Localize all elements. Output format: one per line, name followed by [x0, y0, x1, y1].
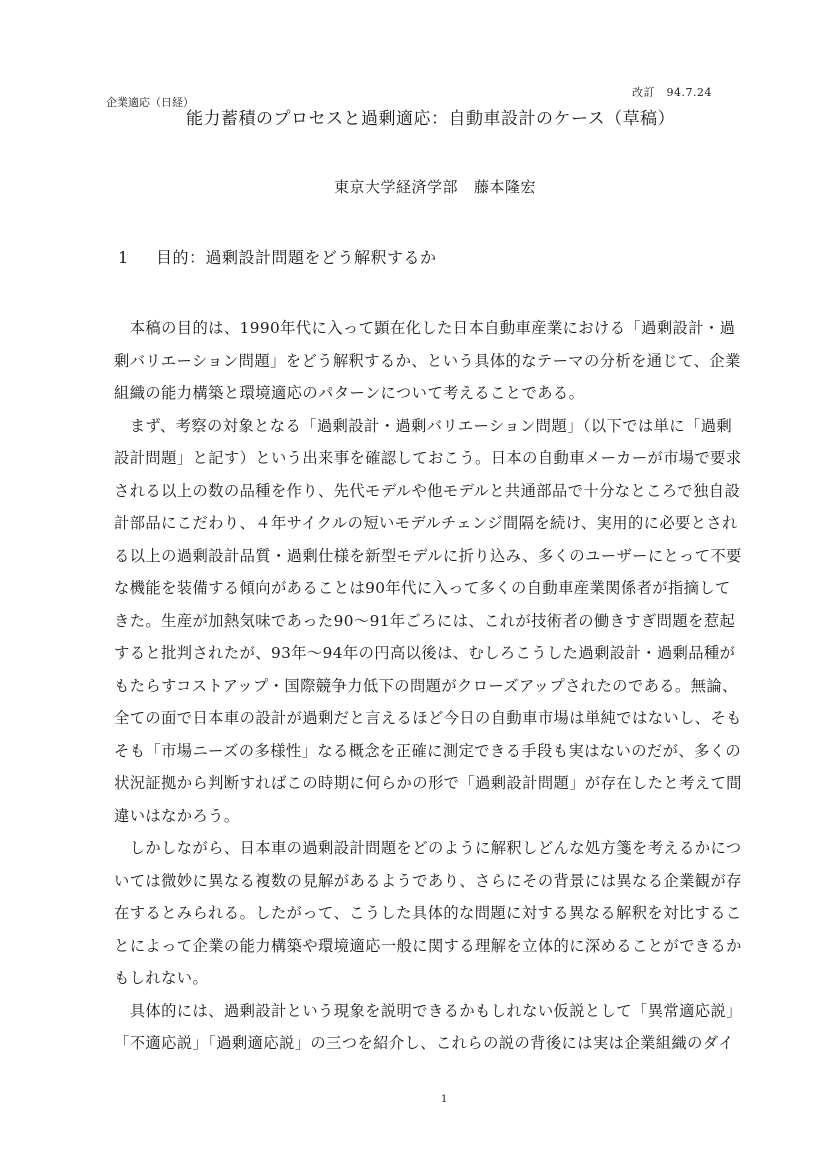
body-line: 状況証拠から判断すればこの時期に何らかの形で「過剰設計問題」が存在したと考えて間	[114, 774, 742, 792]
body-line: 剰バリエーション問題」をどう解釈するか、という具体的なテーマの分析を通じて、企業	[114, 351, 741, 370]
body-line: いては微妙に異なる複数の見解があるようであり、さらにその背景には異なる企業観が存	[114, 871, 742, 890]
body-line: そも「市場ニーズの多様性」なる概念を正確に測定できる手段も実はないのだが、多くの	[114, 741, 742, 760]
section-title: 目的：過剰設計問題をどう解釈するか	[156, 248, 437, 267]
body-line: 本稿の目的は、1990年代に入って顕在化した日本自動車産業における「過剰設計・過	[114, 319, 736, 337]
document-title: 能力蓄積のプロセスと過剰適応：自動車設計のケース（草稿）	[186, 109, 676, 129]
section-heading	[118, 245, 437, 268]
author-name: 藤本隆宏	[474, 178, 537, 196]
author-line	[334, 176, 536, 197]
body-line: 「不適応説」「過剰適応説」の三つを紹介し、これらの説の背後には実は企業組織のダイ	[114, 1034, 734, 1052]
body-line: まず、考察の対象となる「過剰設計・過剰バリエーション問題」（以下では単に「過剰	[114, 416, 733, 435]
revision-date: 改訂 94.7.24	[632, 86, 712, 99]
section-number: 1	[118, 248, 129, 267]
body-line: 設計問題」と記す）という出来事を確認しておこう。日本の自動車メーカーが市場で要求	[114, 449, 742, 467]
body-line: 在するとみられる。したがって、こうした具体的な問題に対する異なる解釈を対比するこ	[114, 904, 742, 922]
body-line: 具体的には、過剰設計という現象を説明できるかもしれない仮説として「異常適応説」	[114, 1001, 742, 1020]
body-line: すると批判されたが、93年～94年の円高以後は、むしろこうした過剰設計・過剰品種が	[114, 644, 736, 662]
body-line: もたらすコストアップ・国際競争力低下の問題がクローズアップされたのである。無論、	[114, 676, 738, 695]
body-line: 計部品にこだわり、４年サイクルの短いモデルチェンジ間隔を続け、実用的に必要とされ	[114, 514, 738, 532]
series-label: 企業適応（日経）	[106, 96, 194, 109]
body-line: もしれない。	[114, 969, 209, 987]
author-affiliation: 東京大学経済学部	[334, 178, 459, 196]
body-line: な機能を装備する傾向があることは90年代に入って多くの自動車産業関係者が指摘して	[114, 579, 731, 597]
body-line: される以上の数の品種を作り、先代モデルや他モデルと共通部品で十分なところで独自設	[114, 481, 741, 500]
page-number: 1	[441, 1094, 448, 1105]
body-line: 違いはなかろう。	[114, 806, 240, 825]
body-line: とによって企業の能力構築や環境適応一般に関する理解を立体的に深めることができるか	[114, 936, 742, 955]
body-line: る以上の過剰設計品質・過剰仕様を新型モデルに折り込み、多くのユーザーにとって不要	[114, 546, 742, 565]
body-line: きた。生産が加熱気味であった90～91年ごろには、これが技術者の働きすぎ問題を惹起	[114, 611, 736, 630]
body-text	[114, 312, 777, 1060]
body-line: 全ての面で日本車の設計が過剰だと言えるほど今日の自動車市場は単純ではないし、そも	[114, 709, 742, 727]
body-line: 組織の能力構築と環境適応のパターンについて考えることである。	[114, 384, 585, 402]
body-line: しかしながら、日本車の過剰設計問題をどのように解釈しどんな処方箋を考えるかにつ	[114, 839, 742, 857]
